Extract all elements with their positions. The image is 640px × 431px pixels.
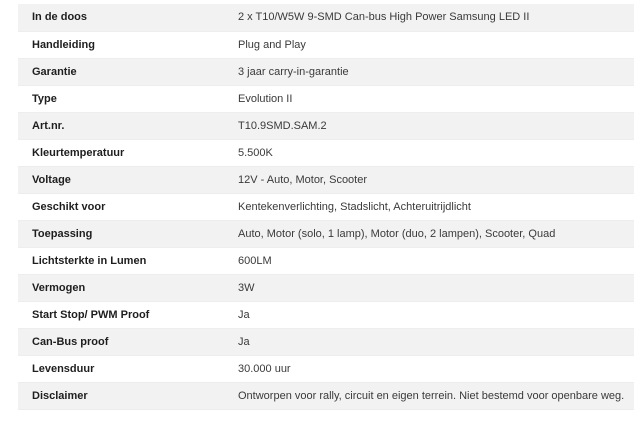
spec-row-levensduur [18, 355, 634, 382]
spec-label: Type [18, 85, 222, 112]
spec-row-disclaimer [18, 382, 634, 409]
product-specifications-table [18, 4, 634, 410]
spec-value: 600LM [222, 247, 634, 274]
spec-value: Plug and Play [222, 31, 634, 58]
spec-row-toepassing [18, 220, 634, 247]
spec-label: Kleurtemperatuur [18, 139, 222, 166]
spec-row-lichtsterkte [18, 247, 634, 274]
spec-value: Ja [222, 328, 634, 355]
spec-row-handleiding [18, 31, 634, 58]
spec-value: 30.000 uur [222, 355, 634, 382]
spec-table-body [18, 4, 634, 409]
spec-row-in-de-doos [18, 4, 634, 31]
spec-row-geschikt-voor [18, 193, 634, 220]
spec-label: Disclaimer [18, 382, 222, 409]
spec-label: Handleiding [18, 31, 222, 58]
spec-label: Geschikt voor [18, 193, 222, 220]
spec-row-can-bus-proof [18, 328, 634, 355]
spec-label: In de doos [18, 4, 222, 31]
spec-value: Evolution II [222, 85, 634, 112]
spec-value: Auto, Motor (solo, 1 lamp), Motor (duo, 2 lampen), Scooter, Quad [222, 220, 634, 247]
spec-label: Lichtsterkte in Lumen [18, 247, 222, 274]
spec-label: Start Stop/ PWM Proof [18, 301, 222, 328]
spec-value: Ontworpen voor rally, circuit en eigen terrein. Niet bestemd voor openbare weg. [222, 382, 634, 409]
spec-row-garantie [18, 58, 634, 85]
spec-value: 12V - Auto, Motor, Scooter [222, 166, 634, 193]
spec-row-voltage [18, 166, 634, 193]
spec-label: Levensduur [18, 355, 222, 382]
spec-value: 2 x T10/W5W 9-SMD Can-bus High Power Samsung LED II [222, 4, 634, 31]
spec-label: Voltage [18, 166, 222, 193]
spec-value: Kentekenverlichting, Stadslicht, Achteruitrijdlicht [222, 193, 634, 220]
spec-row-kleurtemperatuur [18, 139, 634, 166]
spec-value: Ja [222, 301, 634, 328]
spec-label: Can-Bus proof [18, 328, 222, 355]
spec-value: 3W [222, 274, 634, 301]
spec-label: Vermogen [18, 274, 222, 301]
spec-row-start-stop-pwm [18, 301, 634, 328]
spec-row-art-nr [18, 112, 634, 139]
spec-row-type [18, 85, 634, 112]
spec-value: 3 jaar carry-in-garantie [222, 58, 634, 85]
spec-value: T10.9SMD.SAM.2 [222, 112, 634, 139]
spec-value: 5.500K [222, 139, 634, 166]
spec-label: Art.nr. [18, 112, 222, 139]
spec-label: Garantie [18, 58, 222, 85]
spec-label: Toepassing [18, 220, 222, 247]
spec-row-vermogen [18, 274, 634, 301]
